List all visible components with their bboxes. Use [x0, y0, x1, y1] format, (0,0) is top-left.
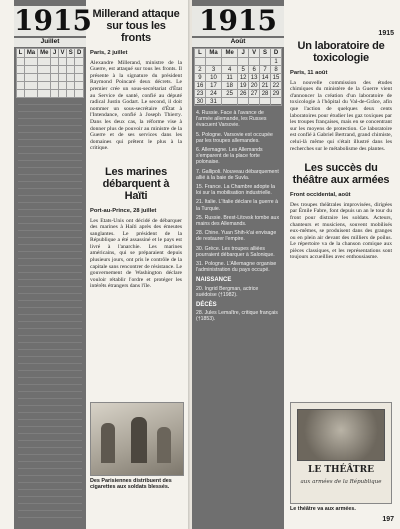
naissance-heading: NAISSANCE	[196, 277, 232, 284]
photo-caption-parisiennes: Des Parisiennes distribuent des cigarettes aux soldats blessés.	[90, 478, 172, 491]
left-calendar-cell	[67, 58, 75, 66]
right-month-label: Août	[192, 38, 284, 47]
right-calendar-day-head: V	[249, 49, 260, 58]
right-calendar-cell: 7	[260, 66, 271, 74]
right-year-title: 1915	[192, 6, 284, 36]
left-month-label: Juillet	[14, 38, 86, 47]
left-calendar-cell	[51, 74, 58, 82]
photo-caption-theatre: Le théâtre va aux armées.	[290, 506, 356, 512]
right-calendar-cell: 1	[271, 58, 282, 66]
right-calendar-cell: 15	[271, 74, 282, 82]
right-calendar-cell: 11	[222, 74, 238, 82]
right-calendar-cell: 9	[195, 74, 206, 82]
right-calendar-day-head: Me	[222, 49, 238, 58]
left-calendar-cell	[17, 82, 25, 90]
left-calendar-cell	[51, 66, 58, 74]
left-calendar-cell	[38, 90, 51, 98]
left-calendar-cell	[75, 58, 84, 66]
right-calendar-cell: 22	[271, 82, 282, 90]
chronology-entry: 31. Pologne. L'Allemagne organise l'administration du pays occupé.	[196, 261, 277, 274]
right-calendar-cell: 16	[195, 82, 206, 90]
left-calendar-cell	[58, 82, 66, 90]
right-calendar-cell: 3	[205, 66, 221, 74]
left-calendar-cell	[58, 74, 66, 82]
left-year-title: 1915	[14, 4, 92, 37]
right-calendar-cell: 27	[249, 90, 260, 98]
left-calendar-cell	[67, 82, 75, 90]
left-calendar-cell	[58, 90, 66, 98]
right-calendar-cell	[271, 98, 282, 106]
right-calendar-cell	[260, 58, 271, 66]
left-calendar-cell	[38, 74, 51, 82]
right-chronology-list	[196, 110, 280, 326]
left-calendar-cell	[75, 90, 84, 98]
deces-entry: 28. Jules Lemaître, critique français (†1853).	[196, 310, 278, 323]
poster-subtitle: aux armées de la République	[300, 479, 382, 485]
right-article-column	[290, 40, 392, 264]
right-calendar-cell	[260, 98, 271, 106]
right-calendar-cell: 23	[195, 90, 206, 98]
article-headline-theatre: Les succès du théâtre aux armées	[292, 162, 390, 187]
article-headline-toxicologie: Un laboratoire de toxicologie	[297, 40, 385, 64]
deces-heading: DÉCÈS	[196, 302, 217, 309]
running-head-year: 1915	[378, 30, 394, 37]
chronology-entry: 6. Allemagne. Les Allemands s'emparent de la place forte polonaise.	[196, 147, 263, 166]
naissance-entry: 20. Ingrid Bergman, actrice suédoise (†1982).	[196, 285, 259, 298]
right-calendar-cell: 28	[260, 90, 271, 98]
left-calendar-cell	[67, 66, 75, 74]
left-calendar	[16, 48, 84, 98]
left-calendar-cell	[24, 66, 37, 74]
article-body-theatre: Des troupes théâtrales improvisées, dirigées par Émile Fabre, font depuis un an le tour du front pour distraire les soldats. Acteurs, chanteurs et musiciens, souvent mobilisés eux-mêmes, se produisent dans des granges ou en plein air devant des milliers de poilus. Le répertoire va de la chanson comique aux pièces classiques, et les représentations sont toujours accueillies avec enthousiasme.	[290, 201, 392, 261]
left-calendar-cell	[75, 82, 84, 90]
left-calendar-day-head: L	[17, 49, 25, 58]
left-calendar-cell	[67, 74, 75, 82]
right-calendar-cell: 30	[195, 98, 206, 106]
left-calendar-cell	[58, 66, 66, 74]
article-dateline-front: Front occidental, août	[290, 192, 351, 199]
chronology-entry: 15. France. La Chambre adopte la loi sur la mobilisation industrielle.	[196, 184, 276, 197]
left-calendar-day-head: D	[75, 49, 84, 58]
chronology-entry: 30. Grèce. Les troupes alliées pourraient débarquer à Salonique.	[196, 245, 275, 258]
article-headline-millerand: Millerand attaque sur tous les fronts	[92, 8, 180, 44]
left-article-column	[90, 8, 182, 293]
chronology-entry: 28. Chine. Yuan Shih-k'ai envisage de restaurer l'empire.	[196, 230, 277, 243]
poster-title: LE THÉÂTRE	[308, 465, 374, 475]
left-chronology-band	[14, 0, 92, 529]
photo-parisiennes	[90, 402, 184, 476]
right-calendar-cell: 12	[238, 74, 249, 82]
right-calendar-cell	[238, 98, 249, 106]
left-calendar-cell	[24, 58, 37, 66]
article-body-millerand: Alexandre Millerand, ministre de la Guerre, est attaqué sur tous les fronts. Il présente à la signature du président Raymond Poincaré deux décrets. Le premier crée un sous-secrétariat d'État au Service de santé, confié au député radical Justin Godart. Le second, il doit nommer un sous-secrétaire d'État à l'Intendance, confié à Joseph Thierry. Dans les deux cas, la réforme vise à donner plus de pouvoir au ministre de la Guerre et de ses services dans les domaines qui prêtent le plus à la critique.	[90, 59, 182, 152]
right-calendar-cell	[238, 58, 249, 66]
chronology-entry: 7. Gallipoli. Nouveau débarquement allié à la baie de Suvla.	[196, 168, 279, 181]
right-calendar-cell: 13	[249, 74, 260, 82]
theatre-poster-illustration	[290, 402, 392, 504]
previous-page-edge	[0, 0, 14, 529]
right-calendar-cell	[205, 58, 221, 66]
chronology-entry: 5. Pologne. Varsovie est occupée par les troupes allemandes.	[196, 131, 273, 144]
right-calendar-day-head: D	[271, 49, 282, 58]
right-calendar-cell	[222, 98, 238, 106]
right-calendar-day-head: Ma	[205, 49, 221, 58]
left-calendar-day-head: S	[67, 49, 75, 58]
right-calendar-cell: 18	[222, 82, 238, 90]
left-calendar-day-head: J	[51, 49, 58, 58]
left-calendar-cell	[58, 58, 66, 66]
right-calendar-cell: 20	[249, 82, 260, 90]
article-dateline-port-au-prince: Port-au-Prince, 28 juillet	[90, 207, 157, 214]
left-calendar-cell	[38, 82, 51, 90]
left-calendar-cell	[51, 82, 58, 90]
right-calendar-cell: 24	[205, 90, 221, 98]
right-calendar-cell: 31	[205, 98, 221, 106]
right-calendar-cell: 14	[260, 74, 271, 82]
right-calendar-cell	[249, 58, 260, 66]
chronology-entry: 25. Russie. Brest-Litovsk tombe aux mains des Allemands.	[196, 214, 280, 228]
right-calendar-cell	[222, 58, 238, 66]
article-dateline-paris-aout: Paris, 11 août	[290, 70, 328, 76]
left-calendar-cell	[24, 74, 37, 82]
right-calendar-cell	[249, 98, 260, 106]
right-calendar-cell: 6	[249, 66, 260, 74]
left-page	[0, 0, 190, 529]
right-calendar	[194, 48, 282, 104]
left-calendar-day-head: Me	[38, 49, 51, 58]
article-body-toxicologie: La nouvelle commission des études chimiques du ministère de la Guerre vient d'annoncer la création d'un laboratoire de toxicologie à l'hôpital du Val-de-Grâce, afin que l'action de quelques deux cents laboratoires pour étudier les gaz toxiques par les troupes françaises, mais en se concentrant sur les moyens de protection. Ce laboratoire est confié à Gabriel Bertrand, grand chimiste, celui-là même qui s'était illustré dans les recherches sur le métabolisme des plantes.	[290, 79, 392, 152]
left-calendar-cell	[75, 74, 84, 82]
right-calendar-day-head: S	[260, 49, 271, 58]
right-calendar-cell: 2	[195, 66, 206, 74]
chronology-entry: 21. Italie. L'Italie déclare la guerre à la Turquie.	[196, 199, 279, 212]
right-calendar-day-head: J	[238, 49, 249, 58]
left-calendar-cell	[24, 90, 37, 98]
left-calendar-cell	[17, 90, 25, 98]
right-calendar-cell: 8	[271, 66, 282, 74]
right-calendar-cell: 26	[238, 90, 249, 98]
right-calendar-cell	[195, 58, 206, 66]
left-calendar-day-head: V	[58, 49, 66, 58]
right-calendar-cell: 25	[222, 90, 238, 98]
right-calendar-cell: 21	[260, 82, 271, 90]
left-calendar-cell	[17, 58, 25, 66]
right-calendar-cell: 19	[238, 82, 249, 90]
left-calendar-cell	[51, 90, 58, 98]
left-calendar-cell	[17, 66, 25, 74]
article-dateline-paris: Paris, 2 juillet	[90, 50, 128, 56]
left-calendar-cell	[24, 82, 37, 90]
left-calendar-cell	[17, 74, 25, 82]
right-calendar-cell: 5	[238, 66, 249, 74]
left-calendar-cell	[51, 58, 58, 66]
right-calendar-day-head: L	[195, 49, 206, 58]
left-calendar-day-head: Ma	[24, 49, 37, 58]
right-calendar-cell: 10	[205, 74, 221, 82]
left-chronology-text-lines	[18, 104, 82, 519]
left-calendar-cell	[67, 90, 75, 98]
right-page	[192, 0, 400, 529]
right-calendar-cell: 4	[222, 66, 238, 74]
right-calendar-cell: 29	[271, 90, 282, 98]
article-body-haiti: Les Etats-Unis ont décidé de débarquer des marines à Haïti après des émeutes sanglantes. Le président de la République a été assassiné et le pays est livré à l'anarchie. Les marines américains, qui se préparaient depuis plusieurs jours, ont pris le contrôle de la capitale sans rencontrer de résistance. Le gouvernement de Washington déclare vouloir rétablir l'ordre et protéger les intérêts étrangers dans l'île.	[90, 217, 182, 290]
right-calendar-cell: 17	[205, 82, 221, 90]
article-headline-haiti: Les marines débarquent à Haïti	[102, 165, 170, 202]
left-calendar-cell	[38, 58, 51, 66]
page-number: 197	[382, 516, 394, 523]
left-calendar-cell	[75, 66, 84, 74]
right-chronology-band	[192, 0, 284, 529]
left-calendar-cell	[38, 66, 51, 74]
chronology-entry: 4. Russie. Face à l'avance de l'armée allemande, les Russes évacuent Varsovie.	[196, 110, 267, 129]
